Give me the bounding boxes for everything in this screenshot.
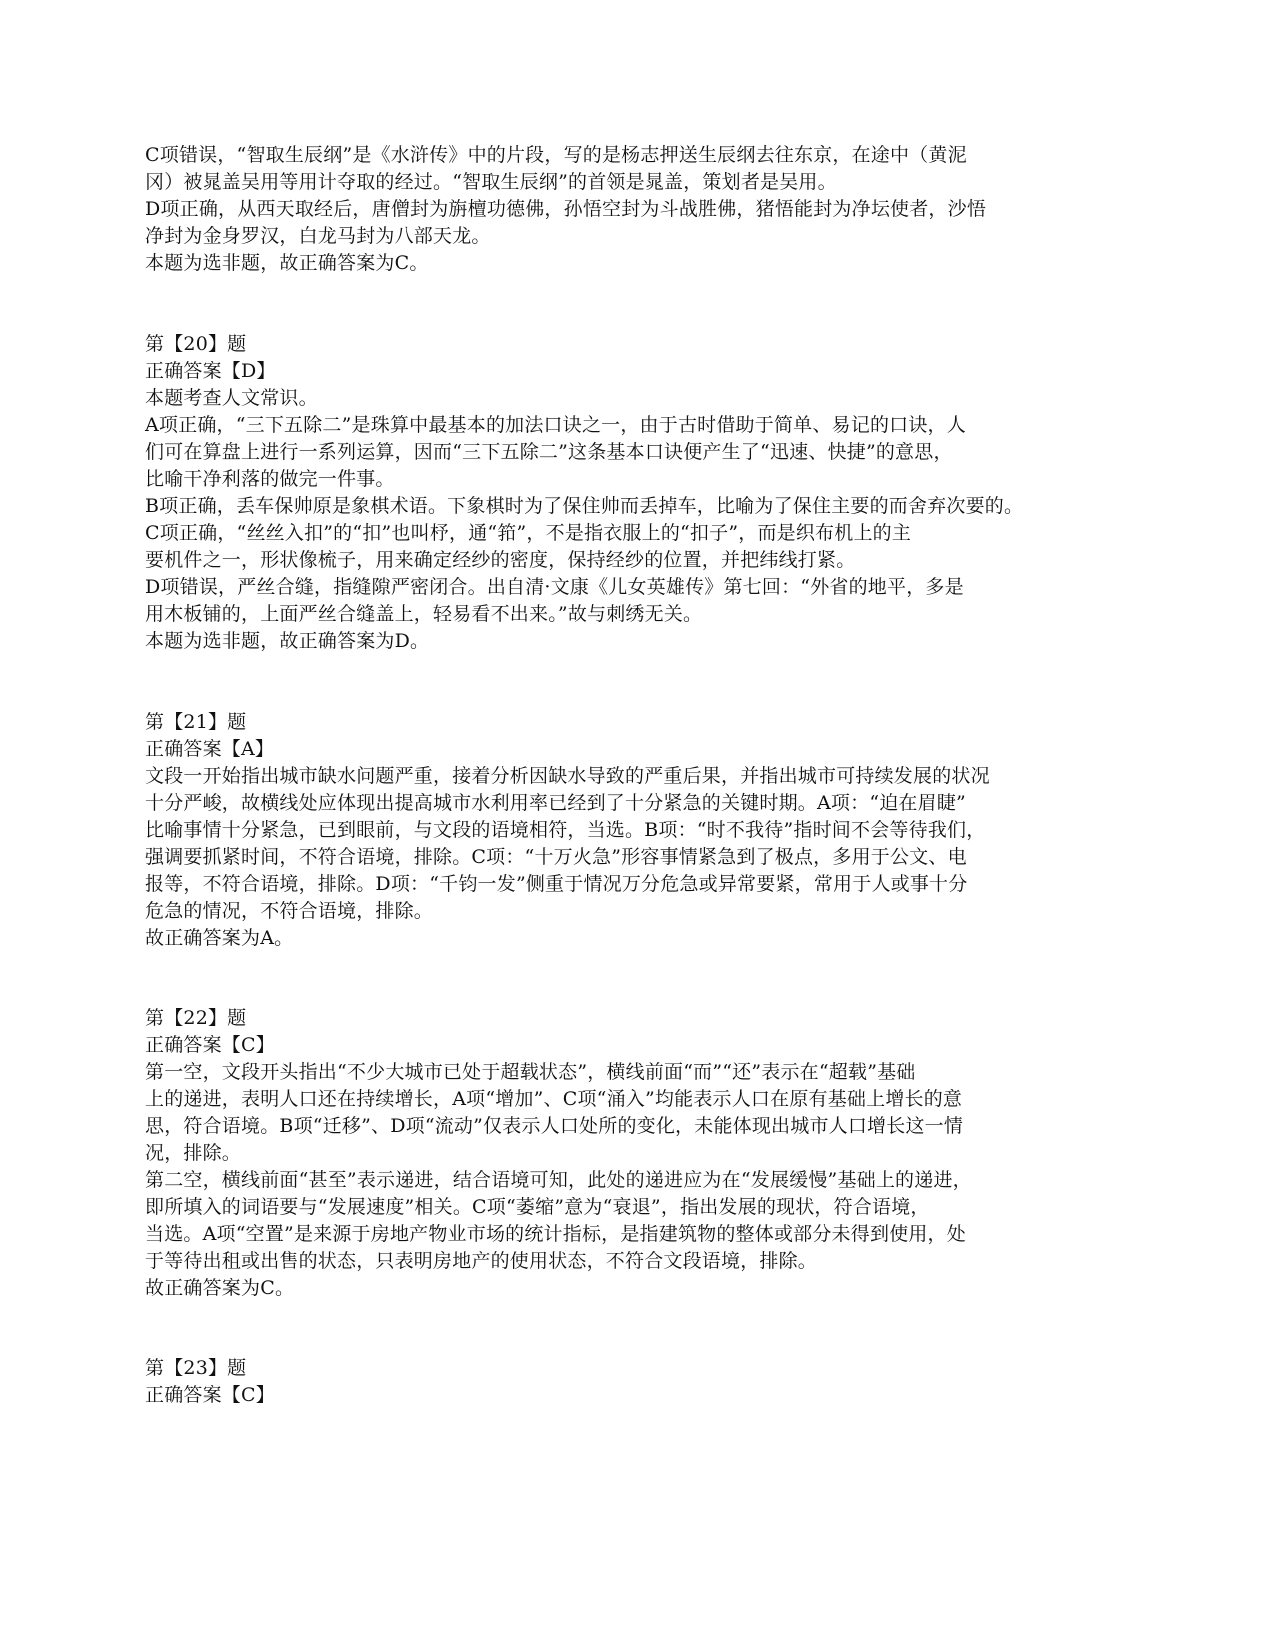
text-line: C项正确，“丝丝入扣”的“扣”也叫杼，通“筘”，不是指衣服上的“扣子”，而是织布机上的主: [145, 522, 912, 544]
text-line: 当选。A项“空置”是来源于房地产物业市场的统计指标，是指建筑物的整体或部分未得到使用，处: [145, 1223, 966, 1245]
text-line: 思，符合语境。B项“迁移”、D项“流动”仅表示人口处所的变化，未能体现出城市人口增长这一情: [145, 1115, 964, 1137]
correct-answer: 正确答案【D】: [145, 360, 276, 382]
question-title: 第【20】题: [145, 333, 247, 355]
text-line: 冈）被晁盖吴用等用计夺取的经过。“智取生辰纲”的首领是晁盖，策划者是吴用。: [145, 171, 837, 193]
question-23: [145, 1355, 1075, 1409]
question-title: 第【21】题: [145, 711, 247, 733]
text-line: 于等待出租或出售的状态，只表明房地产的使用状态，不符合文段语境，排除。: [145, 1250, 818, 1272]
text-line: 文段一开始指出城市缺水问题严重，接着分析因缺水导致的严重后果，并指出城市可持续发展的状况: [145, 765, 990, 787]
text-line: 况，排除。: [145, 1142, 242, 1164]
text-line: 故正确答案为C。: [145, 1277, 295, 1299]
text-line: 本题为选非题，故正确答案为C。: [145, 252, 429, 274]
text-line: 们可在算盘上进行一系列运算，因而“三下五除二”这条基本口诀便产生了“迅速、快捷”的意思，: [145, 441, 953, 463]
question-title: 第【22】题: [145, 1007, 247, 1029]
question-21: [145, 709, 1075, 952]
question-title: 第【23】题: [145, 1357, 247, 1379]
question-22: [145, 1005, 1075, 1302]
question-20: [145, 331, 1075, 655]
correct-answer: 正确答案【C】: [145, 1034, 275, 1056]
text-line: 净封为金身罗汉，白龙马封为八部天龙。: [145, 225, 491, 247]
text-line: 即所填入的词语要与“发展速度”相关。C项“萎缩”意为“衰退”，指出发展的现状，符合语境，: [145, 1196, 930, 1218]
text-line: 危急的情况，不符合语境，排除。: [145, 900, 434, 922]
q19-explanation-continued: [145, 142, 1075, 277]
text-line: 第一空，文段开头指出“不少大城市已处于超载状态”，横线前面“而”“还”表示在“超载”基础: [145, 1061, 916, 1083]
text-line: 比喻事情十分紧急，已到眼前，与文段的语境相符，当选。B项：“时不我待”指时间不会等待我们，: [145, 819, 986, 841]
correct-answer: 正确答案【A】: [145, 738, 275, 760]
correct-answer: 正确答案【C】: [145, 1384, 275, 1406]
text-line: 比喻干净利落的做完一件事。: [145, 468, 395, 490]
text-line: 本题考查人文常识。: [145, 387, 318, 409]
text-line: 用木板铺的，上面严丝合缝盖上，轻易看不出来。”故与刺绣无关。: [145, 603, 703, 625]
text-line: D项正确，从西天取经后，唐僧封为旃檀功德佛，孙悟空封为斗战胜佛，猪悟能封为净坛使者，沙悟: [145, 198, 987, 220]
text-line: 上的递进，表明人口还在持续增长，A项“增加”、C项“涌入”均能表示人口在原有基础上增长的意: [145, 1088, 963, 1110]
text-line: 故正确答案为A。: [145, 927, 294, 949]
text-line: 十分严峻，故横线处应体现出提高城市水利用率已经到了十分紧急的关键时期。A项：“迫在眉睫”: [145, 792, 966, 814]
text-line: C项错误，“智取生辰纲”是《水浒传》中的片段，写的是杨志押送生辰纲去往东京，在途中（黄泥: [145, 144, 967, 166]
text-line: 要机件之一，形状像梳子，用来确定经纱的密度，保持经纱的位置，并把纬线打紧。: [145, 549, 856, 571]
text-line: 报等，不符合语境，排除。D项：“千钧一发”侧重于情况万分危急或异常要紧，常用于人或事十分: [145, 873, 968, 895]
text-line: A项正确，“三下五除二”是珠算中最基本的加法口诀之一，由于古时借助于简单、易记的口诀，人: [145, 414, 966, 436]
text-line: 第二空，横线前面“甚至”表示递进，结合语境可知，此处的递进应为在“发展缓慢”基础上的递进，: [145, 1169, 972, 1191]
text-line: D项错误，严丝合缝，指缝隙严密闭合。出自清·文康《儿女英雄传》第七回：“外省的地平，多是: [145, 576, 964, 598]
text-line: 强调要抓紧时间，不符合语境，排除。C项：“十万火急”形容事情紧急到了极点，多用于公文、电: [145, 846, 967, 868]
text-line: B项正确，丢车保帅原是象棋术语。下象棋时为了保住帅而丢掉车，比喻为了保住主要的而舍弃次要的。: [145, 495, 1024, 517]
text-line: 本题为选非题，故正确答案为D。: [145, 630, 430, 652]
